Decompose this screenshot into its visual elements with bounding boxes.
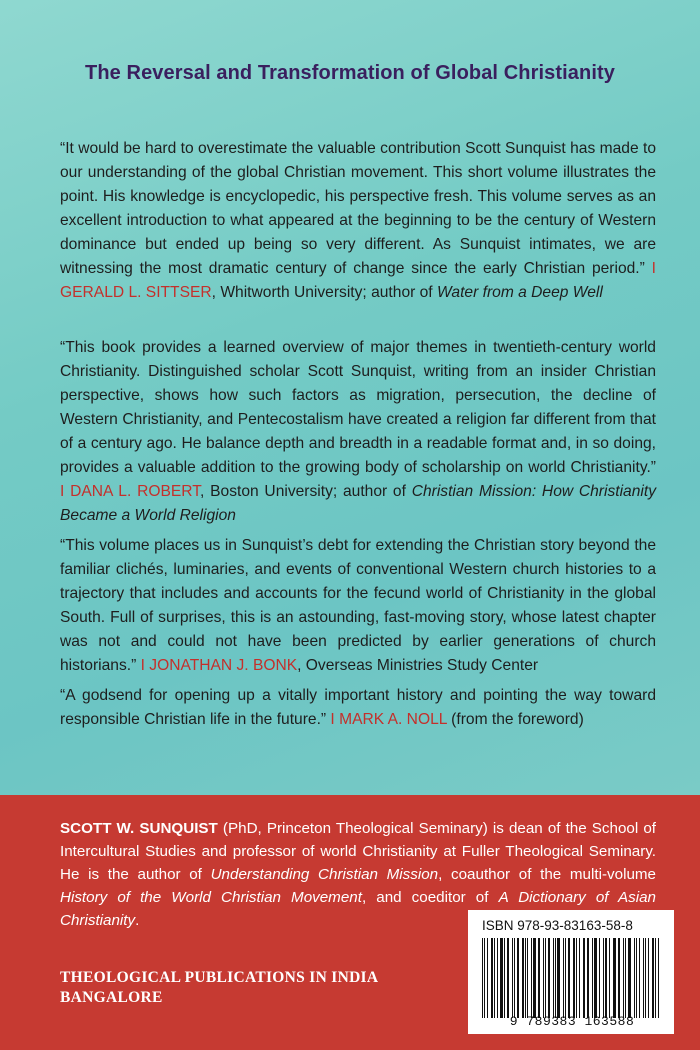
barcode-bar — [594, 938, 597, 1018]
endorser-name: JONATHAN J. BONK — [149, 657, 298, 674]
barcode-bar — [625, 938, 626, 1018]
endorser-book: Christian Mission: How Christianity Became a World Religion — [60, 483, 657, 524]
bio-text: , coauthor of the multi-volume — [438, 866, 656, 883]
cover-title: The Reversal and Transformation of Global Christianity — [85, 62, 615, 84]
endorsement-3 — [60, 534, 656, 678]
barcode-bar — [609, 938, 610, 1018]
barcode-bar — [618, 938, 620, 1018]
endorser-affiliation: (from the foreword) — [446, 711, 584, 728]
barcode-bar — [494, 938, 495, 1018]
barcode-bar — [648, 938, 649, 1018]
bio-book: A Dictionary of Asian Christianity — [60, 889, 656, 929]
endorser-book: Water from a Deep Well — [436, 284, 603, 301]
bio-book: History of the World Christian Movement — [60, 889, 362, 906]
barcode-bar — [522, 938, 524, 1018]
barcode-bar — [614, 938, 616, 1018]
barcode-bar — [548, 938, 550, 1018]
endorsement-1 — [60, 137, 656, 305]
separator-bar: I — [60, 483, 71, 500]
bio-text: (PhD, Princeton Theological Seminary) is dean of the School of Intercultural Studies and professor of world Christianity at Fuller Theological Seminary. He is the author of — [60, 820, 656, 883]
publisher-city: BANGALORE — [60, 989, 163, 1006]
separator-bar: I — [326, 711, 340, 728]
endorsement-2 — [60, 336, 656, 528]
endorser-affiliation: , Boston University; author of — [200, 483, 412, 500]
barcode-bar — [652, 938, 654, 1018]
barcode-bar — [512, 938, 513, 1018]
endorsement-text: “It would be hard to overestimate the valuable contribution Scott Sunquist has made to our understanding of the global Christian movement. This short volume illustrates the point. His knowledge is encyclopedic, his perspective fresh. This volume serves as an excellent introduction to what appeared at the beginning to be the century of Western dominance but ended up being so very different. As Sunquist intimates, we are witnessing the most dramatic century of change since the early Christian period.” — [60, 140, 656, 277]
barcode-bar — [527, 938, 528, 1018]
isbn-block — [468, 910, 674, 1034]
barcode-bar — [613, 938, 614, 1018]
endorsement-text: “This book provides a learned overview of major themes in twentieth-century world Christianity. Distinguished scholar Scott Sunquist, writing from an insider Christian perspective, shows how such factors as migration, persecution, the decline of Western Christianity, and Pentecostalism have created a religion far different from that of a century ago. He balance depth and breadth in a readable format and, in so doing, provides a valuable addition to the growing body of scholarship on world Christianity.” — [60, 339, 656, 476]
barcode-digits: 9 789383 163588 — [509, 1014, 635, 1029]
barcode-bar — [491, 938, 493, 1018]
endorsement-4 — [60, 684, 656, 732]
barcode-bar — [533, 938, 536, 1018]
barcode-bar — [603, 938, 604, 1018]
barcode-bar — [584, 938, 585, 1018]
endorsement-text: “A godsend for opening up a vitally important history and pointing the way toward responsible Christian life in the future.” — [60, 687, 656, 728]
barcode-bar — [531, 938, 532, 1018]
barcode-bar — [628, 938, 631, 1018]
barcode-bar — [514, 938, 515, 1018]
publisher-name: THEOLOGICAL PUBLICATIONS IN INDIA — [60, 969, 379, 986]
barcode-bar — [565, 938, 566, 1018]
barcode-bar — [484, 938, 485, 1018]
barcode-bar — [507, 938, 509, 1018]
barcode-bar — [645, 938, 646, 1018]
barcode-bar — [634, 938, 635, 1018]
barcode-bar — [573, 938, 575, 1018]
barcode-bar — [500, 938, 503, 1018]
barcode-bar — [655, 938, 656, 1018]
barcode-bar — [579, 938, 580, 1018]
author-name: SCOTT W. SUNQUIST — [60, 820, 218, 837]
barcode-bar — [555, 938, 556, 1018]
barcode-bar — [563, 938, 564, 1018]
barcode-bar — [538, 938, 540, 1018]
endorser-affiliation: , Whitworth University; author of — [211, 284, 437, 301]
barcode-bar — [658, 938, 659, 1018]
endorser-name: DANA L. ROBERT — [70, 483, 201, 500]
barcode-bar — [605, 938, 607, 1018]
barcode-bar — [599, 938, 600, 1018]
barcode-bar — [517, 938, 519, 1018]
barcode — [482, 938, 662, 1018]
barcode-bar — [525, 938, 526, 1018]
barcode-bar — [576, 938, 577, 1018]
endorser-affiliation: , Overseas Ministries Study Center — [297, 657, 539, 674]
barcode-bar — [623, 938, 624, 1018]
endorser-name: GERALD L. SITTSER — [60, 284, 212, 301]
barcode-bar — [639, 938, 640, 1018]
publisher — [60, 968, 378, 1008]
endorsement-text: “This volume places us in Sunquist’s debt for extending the Christian story beyond the familiar clichés, luminaries, and events of conventional Western church histories to a trajectory that includes and accounts for the fecund world of Christianity in the global South. Full of surprises, this is an astounding, fast-moving story, whose latest chapter was not and could not have been predicted by earlier generations of church historians.” — [60, 537, 656, 674]
barcode-bar — [583, 938, 584, 1018]
barcode-bar — [545, 938, 546, 1018]
barcode-bar — [482, 938, 483, 1018]
endorser-name: MARK A. NOLL — [339, 711, 447, 728]
barcode-bar — [592, 938, 593, 1018]
bio-text: , and coeditor of — [361, 889, 499, 906]
barcode-bar — [636, 938, 637, 1018]
barcode-bar — [487, 938, 488, 1018]
separator-bar: I — [136, 657, 150, 674]
bio-text: . — [135, 912, 140, 929]
barcode-bar — [587, 938, 589, 1018]
barcode-bar — [568, 938, 570, 1018]
barcode-bar — [497, 938, 498, 1018]
separator-bar: I — [644, 260, 656, 277]
barcode-bar — [543, 938, 544, 1018]
bio-book: Understanding Christian Mission — [210, 866, 439, 883]
barcode-bar — [553, 938, 554, 1018]
barcode-bar — [504, 938, 505, 1018]
barcode-bar — [557, 938, 560, 1018]
barcode-bar — [643, 938, 645, 1018]
isbn-label: ISBN 978-93-83163-58-8 — [482, 918, 633, 933]
